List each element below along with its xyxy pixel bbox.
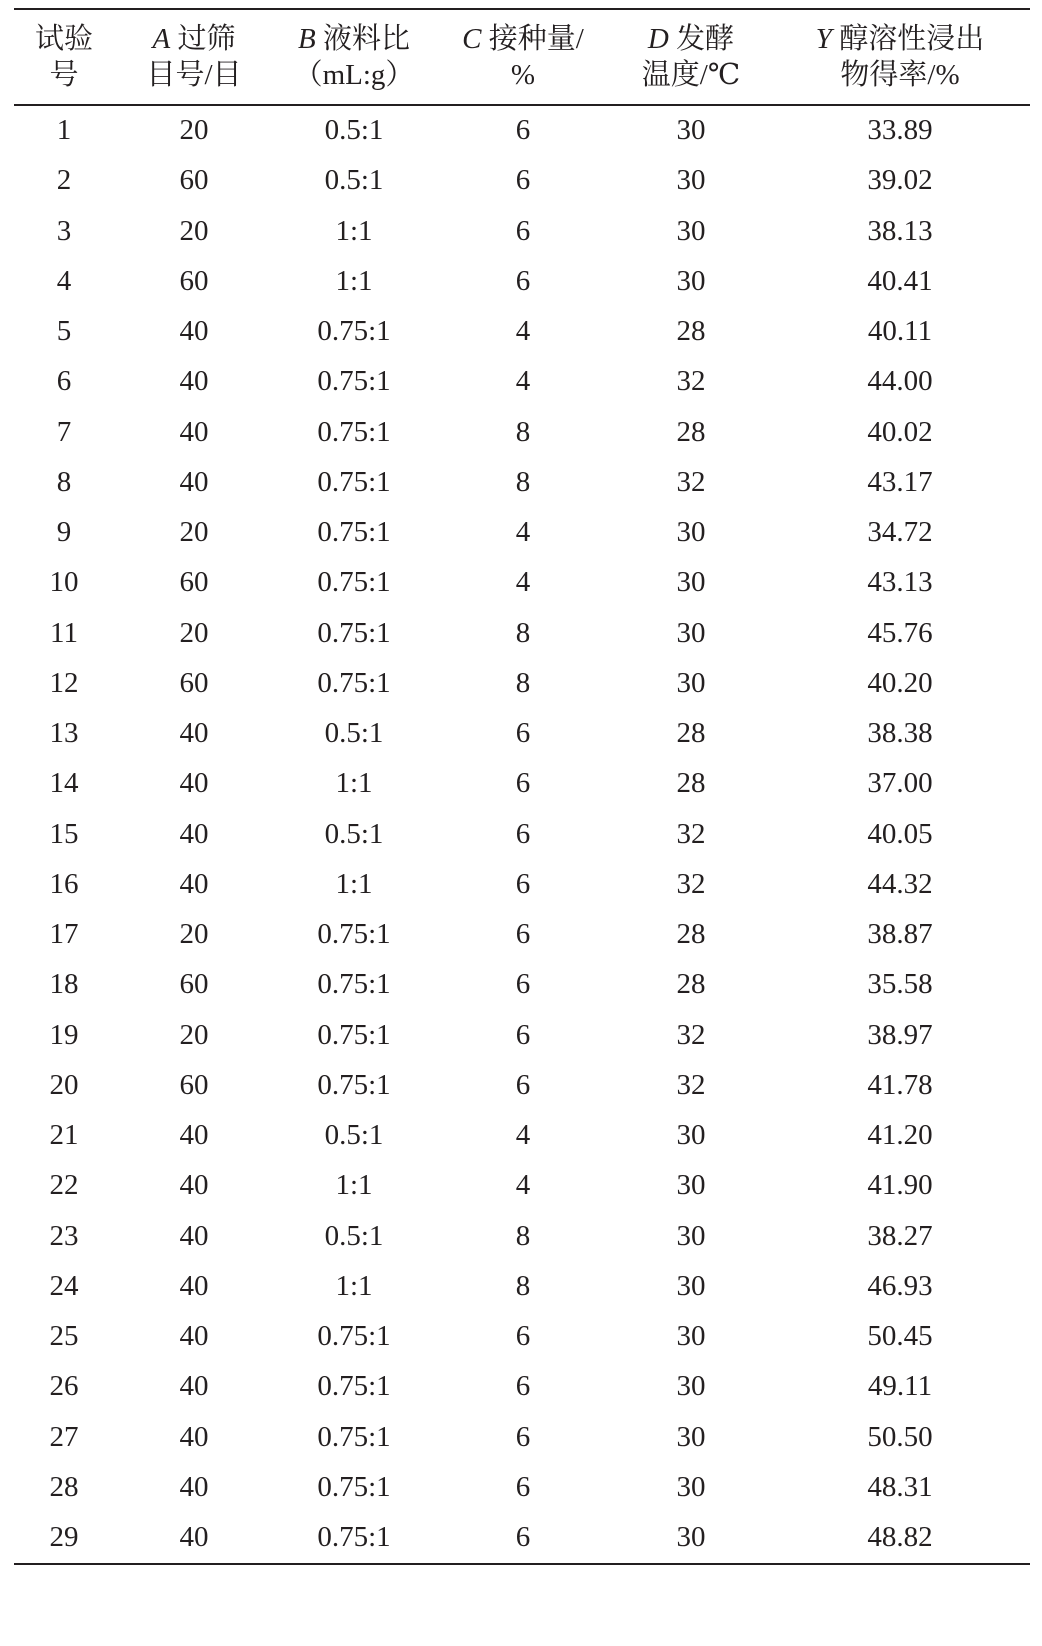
yield-cell: 46.93: [867, 1269, 933, 1302]
sieve-mesh-cell: 40: [179, 1119, 209, 1152]
inoculum-cell: 6: [515, 1018, 531, 1051]
temperature-cell: 28: [676, 717, 706, 750]
liquid-solid-ratio-cell: 0.5:1: [324, 1219, 384, 1252]
inoculum-cell: 4: [515, 365, 531, 398]
sieve-mesh-cell: 20: [179, 1018, 209, 1051]
trial-number-cell: 1: [56, 114, 72, 147]
sieve-mesh-cell: 40: [179, 365, 209, 398]
inoculum-cell: 8: [515, 465, 531, 498]
header-line-1: [434, 21, 612, 57]
temperature-cell: 30: [676, 1219, 706, 1252]
table-row: [14, 1010, 1030, 1060]
inoculum-cell: 4: [515, 1169, 531, 1202]
yield-cell: 44.00: [867, 365, 933, 398]
table-row: [14, 357, 1030, 407]
temperature-cell: 30: [676, 1521, 706, 1554]
liquid-solid-ratio-cell: 0.75:1: [317, 1420, 391, 1453]
yield-cell: 43.17: [867, 465, 933, 498]
table-row: [14, 558, 1030, 608]
liquid-solid-ratio-cell: 1:1: [335, 264, 373, 297]
trial-number-cell: 2: [56, 164, 72, 197]
table-row: [14, 206, 1030, 256]
sieve-mesh-cell: 40: [179, 1420, 209, 1453]
temperature-cell: 28: [676, 415, 706, 448]
table-row: [14, 1312, 1030, 1362]
table-bottom-rule: [14, 1563, 1030, 1565]
liquid-solid-ratio-cell: 0.75:1: [317, 616, 391, 649]
liquid-solid-ratio-cell: 1:1: [335, 1169, 373, 1202]
yield-cell: 49.11: [867, 1370, 933, 1403]
trial-number-cell: 27: [49, 1420, 79, 1453]
sieve-mesh-cell: 60: [179, 1068, 209, 1101]
sieve-mesh-cell: 60: [179, 666, 209, 699]
inoculum-cell: 6: [515, 918, 531, 951]
inoculum-cell: 6: [515, 1320, 531, 1353]
yield-cell: 38.87: [867, 918, 933, 951]
inoculum-cell: 6: [515, 214, 531, 247]
table-row: [14, 1161, 1030, 1211]
inoculum-cell: 4: [515, 516, 531, 549]
sieve-mesh-cell: 40: [179, 867, 209, 900]
temperature-cell: 30: [676, 666, 706, 699]
sieve-mesh-cell: 40: [179, 1219, 209, 1252]
sieve-mesh-cell: 60: [179, 164, 209, 197]
inoculum-cell: 6: [515, 114, 531, 147]
table-row: [14, 658, 1030, 708]
liquid-solid-ratio-cell: 0.75:1: [317, 1320, 391, 1353]
inoculum-cell: 8: [515, 666, 531, 699]
header-variable: B: [298, 23, 316, 55]
yield-cell: 50.50: [867, 1420, 933, 1453]
header-line-1-text: 液料比: [322, 23, 410, 55]
table-row: [14, 1111, 1030, 1161]
temperature-cell: 28: [676, 767, 706, 800]
temperature-cell: 30: [676, 1320, 706, 1353]
yield-cell: 48.82: [867, 1521, 933, 1554]
temperature-cell: 30: [676, 214, 706, 247]
sieve-mesh-cell: 20: [179, 114, 209, 147]
liquid-solid-ratio-cell: 0.75:1: [317, 566, 391, 599]
liquid-solid-ratio-cell: 1:1: [335, 1269, 373, 1302]
temperature-cell: 30: [676, 516, 706, 549]
header-variable: D: [647, 23, 669, 55]
yield-cell: 40.05: [867, 817, 933, 850]
header-factor-c: [434, 21, 612, 93]
inoculum-cell: 6: [515, 767, 531, 800]
trial-number-cell: 5: [56, 315, 72, 348]
yield-cell: 39.02: [867, 164, 933, 197]
trial-number-cell: 3: [56, 214, 72, 247]
header-line-1: 试验: [34, 23, 93, 55]
header-line-2: 物得率/%: [840, 59, 960, 91]
sieve-mesh-cell: 40: [179, 1169, 209, 1202]
sieve-mesh-cell: 60: [179, 968, 209, 1001]
temperature-cell: 32: [676, 1068, 706, 1101]
table-body: [14, 106, 1030, 1563]
table-row: [14, 1261, 1030, 1311]
trial-number-cell: 11: [50, 616, 78, 649]
sieve-mesh-cell: 40: [179, 1269, 209, 1302]
temperature-cell: 30: [676, 1269, 706, 1302]
inoculum-cell: 6: [515, 968, 531, 1001]
table-row: [14, 1462, 1030, 1512]
yield-cell: 44.32: [867, 867, 933, 900]
header-line-1-text: 过筛: [177, 23, 236, 55]
table-row: [14, 1412, 1030, 1462]
sieve-mesh-cell: 40: [179, 1370, 209, 1403]
table-row: [14, 859, 1030, 909]
liquid-solid-ratio-cell: 0.5:1: [324, 164, 384, 197]
yield-cell: 45.76: [867, 616, 933, 649]
table-row: [14, 1211, 1030, 1261]
temperature-cell: 30: [676, 264, 706, 297]
trial-number-cell: 6: [56, 365, 72, 398]
inoculum-cell: 6: [515, 164, 531, 197]
temperature-cell: 30: [676, 1470, 706, 1503]
table-row: [14, 709, 1030, 759]
liquid-solid-ratio-cell: 1:1: [335, 767, 373, 800]
temperature-cell: 32: [676, 465, 706, 498]
trial-number-cell: 10: [49, 566, 79, 599]
temperature-cell: 30: [676, 1119, 706, 1152]
table-row: [14, 307, 1030, 357]
sieve-mesh-cell: 40: [179, 717, 209, 750]
inoculum-cell: 6: [515, 817, 531, 850]
yield-cell: 43.13: [867, 566, 933, 599]
header-line-1-text: 醇溶性浸出: [839, 23, 985, 55]
header-line-1-text: 接种量/: [488, 23, 584, 55]
trial-number-cell: 29: [49, 1521, 79, 1554]
liquid-solid-ratio-cell: 0.75:1: [317, 1370, 391, 1403]
liquid-solid-ratio-cell: 0.75:1: [317, 315, 391, 348]
trial-number-cell: 4: [56, 264, 72, 297]
header-line-1: [114, 21, 274, 57]
liquid-solid-ratio-cell: 0.75:1: [317, 365, 391, 398]
yield-cell: 41.78: [867, 1068, 933, 1101]
header-line-2: 号: [49, 59, 79, 91]
inoculum-cell: 8: [515, 1219, 531, 1252]
temperature-cell: 30: [676, 1169, 706, 1202]
inoculum-cell: 8: [515, 616, 531, 649]
temperature-cell: 32: [676, 365, 706, 398]
inoculum-cell: 6: [515, 717, 531, 750]
header-line-1: [612, 21, 770, 57]
trial-number-cell: 7: [56, 415, 72, 448]
header-line-2: %: [510, 59, 536, 91]
liquid-solid-ratio-cell: 0.75:1: [317, 1018, 391, 1051]
liquid-solid-ratio-cell: 0.5:1: [324, 817, 384, 850]
yield-cell: 38.13: [867, 214, 933, 247]
liquid-solid-ratio-cell: 1:1: [335, 214, 373, 247]
table-row: [14, 407, 1030, 457]
temperature-cell: 28: [676, 968, 706, 1001]
liquid-solid-ratio-cell: 1:1: [335, 867, 373, 900]
sieve-mesh-cell: 20: [179, 214, 209, 247]
sieve-mesh-cell: 40: [179, 1521, 209, 1554]
trial-number-cell: 28: [49, 1470, 79, 1503]
yield-cell: 34.72: [867, 516, 933, 549]
inoculum-cell: 6: [515, 1521, 531, 1554]
liquid-solid-ratio-cell: 0.75:1: [317, 415, 391, 448]
header-factor-d: [612, 21, 770, 93]
trial-number-cell: 13: [49, 717, 79, 750]
temperature-cell: 30: [676, 1420, 706, 1453]
table-row: [14, 960, 1030, 1010]
liquid-solid-ratio-cell: 0.75:1: [317, 516, 391, 549]
sieve-mesh-cell: 20: [179, 918, 209, 951]
yield-cell: 37.00: [867, 767, 933, 800]
sieve-mesh-cell: 40: [179, 465, 209, 498]
yield-cell: 50.45: [867, 1320, 933, 1353]
inoculum-cell: 6: [515, 1470, 531, 1503]
table-row: [14, 457, 1030, 507]
temperature-cell: 30: [676, 1370, 706, 1403]
table-row: [14, 256, 1030, 306]
temperature-cell: 30: [676, 164, 706, 197]
table-row: [14, 1362, 1030, 1412]
trial-number-cell: 15: [49, 817, 79, 850]
temperature-cell: 32: [676, 867, 706, 900]
liquid-solid-ratio-cell: 0.5:1: [324, 1119, 384, 1152]
table-row: [14, 759, 1030, 809]
sieve-mesh-cell: 40: [179, 415, 209, 448]
sieve-mesh-cell: 40: [179, 315, 209, 348]
liquid-solid-ratio-cell: 0.5:1: [324, 114, 384, 147]
header-variable: C: [462, 23, 482, 55]
yield-cell: 48.31: [867, 1470, 933, 1503]
trial-number-cell: 9: [56, 516, 72, 549]
table-row: [14, 1060, 1030, 1110]
trial-number-cell: 18: [49, 968, 79, 1001]
temperature-cell: 28: [676, 315, 706, 348]
header-response-y: [770, 21, 1030, 93]
trial-number-cell: 24: [49, 1269, 79, 1302]
liquid-solid-ratio-cell: 0.75:1: [317, 1068, 391, 1101]
trial-number-cell: 8: [56, 465, 72, 498]
header-line-2: 目号/目: [146, 59, 242, 91]
trial-number-cell: 19: [49, 1018, 79, 1051]
sieve-mesh-cell: 20: [179, 516, 209, 549]
trial-number-cell: 22: [49, 1169, 79, 1202]
trial-number-cell: 17: [49, 918, 79, 951]
inoculum-cell: 4: [515, 1119, 531, 1152]
yield-cell: 40.20: [867, 666, 933, 699]
yield-cell: 40.02: [867, 415, 933, 448]
table-row: [14, 1513, 1030, 1563]
table-header-row: [14, 10, 1030, 104]
trial-number-cell: 20: [49, 1068, 79, 1101]
sieve-mesh-cell: 40: [179, 1320, 209, 1353]
table-row: [14, 156, 1030, 206]
inoculum-cell: 6: [515, 1370, 531, 1403]
yield-cell: 40.11: [867, 315, 933, 348]
sieve-mesh-cell: 40: [179, 1470, 209, 1503]
data-table: [14, 8, 1030, 1565]
header-variable: Y: [815, 23, 832, 55]
table-row: [14, 809, 1030, 859]
yield-cell: 41.90: [867, 1169, 933, 1202]
temperature-cell: 30: [676, 616, 706, 649]
liquid-solid-ratio-cell: 0.75:1: [317, 918, 391, 951]
sieve-mesh-cell: 60: [179, 264, 209, 297]
liquid-solid-ratio-cell: 0.75:1: [317, 968, 391, 1001]
inoculum-cell: 4: [515, 566, 531, 599]
inoculum-cell: 6: [515, 1420, 531, 1453]
trial-number-cell: 26: [49, 1370, 79, 1403]
yield-cell: 38.97: [867, 1018, 933, 1051]
temperature-cell: 28: [676, 918, 706, 951]
liquid-solid-ratio-cell: 0.75:1: [317, 1521, 391, 1554]
sieve-mesh-cell: 40: [179, 767, 209, 800]
header-line-1: [770, 21, 1030, 57]
yield-cell: 38.38: [867, 717, 933, 750]
temperature-cell: 32: [676, 817, 706, 850]
inoculum-cell: 4: [515, 315, 531, 348]
inoculum-cell: 6: [515, 867, 531, 900]
yield-cell: 35.58: [867, 968, 933, 1001]
liquid-solid-ratio-cell: 0.75:1: [317, 1470, 391, 1503]
sieve-mesh-cell: 20: [179, 616, 209, 649]
header-factor-b: [274, 21, 434, 93]
liquid-solid-ratio-cell: 0.5:1: [324, 717, 384, 750]
yield-cell: 41.20: [867, 1119, 933, 1152]
table-row: [14, 608, 1030, 658]
trial-number-cell: 12: [49, 666, 79, 699]
header-line-2: （mL:g）: [293, 59, 415, 91]
inoculum-cell: 8: [515, 415, 531, 448]
header-variable: A: [152, 23, 171, 55]
header-line-2: 温度/℃: [641, 59, 741, 91]
temperature-cell: 32: [676, 1018, 706, 1051]
header-line-1-text: 发酵: [676, 23, 735, 55]
table-row: [14, 910, 1030, 960]
header-line-1: [274, 21, 434, 57]
sieve-mesh-cell: 40: [179, 817, 209, 850]
trial-number-cell: 25: [49, 1320, 79, 1353]
table-row: [14, 106, 1030, 156]
inoculum-cell: 8: [515, 1269, 531, 1302]
sieve-mesh-cell: 60: [179, 566, 209, 599]
yield-cell: 40.41: [867, 264, 933, 297]
inoculum-cell: 6: [515, 1068, 531, 1101]
temperature-cell: 30: [676, 114, 706, 147]
liquid-solid-ratio-cell: 0.75:1: [317, 465, 391, 498]
header-trial-number: [14, 21, 114, 93]
trial-number-cell: 14: [49, 767, 79, 800]
trial-number-cell: 21: [49, 1119, 79, 1152]
liquid-solid-ratio-cell: 0.75:1: [317, 666, 391, 699]
trial-number-cell: 23: [49, 1219, 79, 1252]
yield-cell: 38.27: [867, 1219, 933, 1252]
inoculum-cell: 6: [515, 264, 531, 297]
table-row: [14, 508, 1030, 558]
trial-number-cell: 16: [49, 867, 79, 900]
temperature-cell: 30: [676, 566, 706, 599]
yield-cell: 33.89: [867, 114, 933, 147]
header-factor-a: [114, 21, 274, 93]
